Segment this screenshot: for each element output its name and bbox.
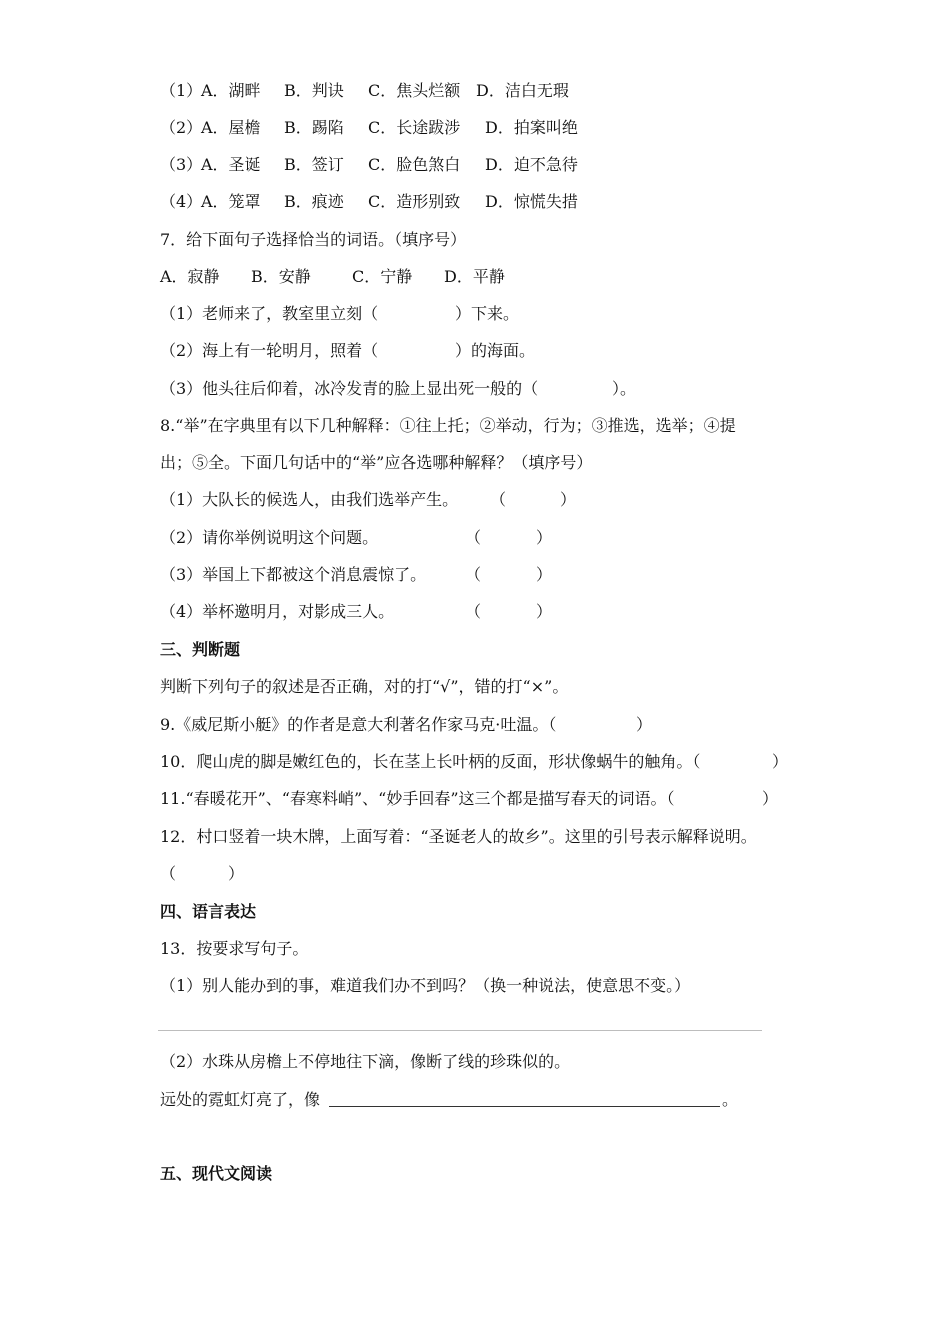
q6-row-4-a: A．笼罩 [201, 192, 261, 211]
q8-item-4: （4）举杯邀明月，对影成三人。 [160, 602, 395, 621]
q8-item-1-close: ） [560, 490, 577, 509]
q13-item-2-prefix: 远处的霓虹灯亮了，像 [160, 1090, 321, 1109]
q6-row-3-b: B．签订 [284, 155, 344, 174]
q7-item-3: （3）他头往后仰着，冰冷发青的脸上显出死一般的（ [160, 379, 539, 398]
q13-title: 13．按要求写句子。 [160, 939, 309, 958]
q8-item-3: （3）举国上下都被这个消息震惊了。 [160, 565, 427, 584]
section-4-heading: 四、语言表达 [160, 902, 257, 921]
q7-item-1-close: ）下来。 [455, 304, 520, 323]
q6-row-1-c: C．焦头烂额 [368, 81, 461, 100]
q8-item-1-open: （ [490, 490, 507, 509]
q10-text: 10．爬山虎的脚是嫩红色的，长在茎上长叶柄的反面，形状像蜗牛的触角。（ [160, 752, 701, 771]
q8-item-3-open: （ [465, 565, 482, 584]
q12-text: 12．村口竖着一块木牌，上面写着：“圣诞老人的故乡”。这里的引号表示解释说明。 [160, 827, 757, 846]
q13-item-2-blank[interactable] [329, 1106, 720, 1107]
q6-row-1-b: B．判诀 [284, 81, 344, 100]
q6-row-2-d: D．拍案叫绝 [485, 118, 578, 137]
q6-row-2-num: （2） [160, 118, 203, 137]
q12-close: ） [228, 864, 245, 883]
q8-item-3-close: ） [536, 565, 553, 584]
q6-row-3-a: A．圣诞 [201, 155, 261, 174]
q9-text: 9.《威尼斯小艇》的作者是意大利著名作家马克·吐温。（ [160, 715, 557, 734]
q7-option-d: D．平静 [444, 267, 505, 286]
q6-row-4-num: （4） [160, 192, 203, 211]
q7-item-1: （1）老师来了，教室里立刻（ [160, 304, 379, 323]
q8-title-line-2: 出；⑤全。下面几句话中的“举”应各选哪种解释？（填序号） [160, 453, 593, 472]
q7-option-b: B．安静 [251, 267, 311, 286]
q7-title: 7．给下面句子选择恰当的词语。（填序号） [160, 230, 467, 249]
q7-item-2-close: ）的海面。 [455, 341, 536, 360]
q7-item-3-close: ）。 [612, 379, 637, 398]
q8-item-2-close: ） [536, 528, 553, 547]
q8-item-2: （2）请你举例说明这个问题。 [160, 528, 379, 547]
section-5-heading: 五、现代文阅读 [160, 1164, 273, 1183]
q6-row-2-a: A．屋檐 [201, 118, 261, 137]
q6-row-3-d: D．迫不急待 [485, 155, 578, 174]
q6-row-1-num: （1） [160, 81, 203, 100]
q7-option-c: C．宁静 [352, 267, 413, 286]
q6-row-2-c: C．长途跋涉 [368, 118, 461, 137]
q8-item-4-open: （ [465, 602, 482, 621]
q6-row-4-c: C．造形别致 [368, 192, 461, 211]
q13-item-2-suffix: 。 [722, 1090, 739, 1109]
q6-row-1-d: D．洁白无瑕 [476, 81, 569, 100]
q6-row-4-d: D．惊慌失措 [485, 192, 578, 211]
q10-close: ） [772, 752, 789, 771]
q8-item-2-open: （ [465, 528, 482, 547]
q13-item-2: （2）水珠从房檐上不停地往下滴，像断了线的珍珠似的。 [160, 1052, 571, 1071]
q8-title-line-1: 8.“举”在字典里有以下几种解释：①往上托；②举动，行为；③推选，选举；④提 [160, 416, 736, 435]
q13-item-1-answer-line[interactable] [158, 1030, 762, 1031]
q12-open: （ [160, 864, 177, 883]
q9-close: ） [636, 715, 653, 734]
q6-row-3-num: （3） [160, 155, 203, 174]
q13-item-1: （1）别人能办到的事，难道我们办不到吗？（换一种说法，使意思不变。） [160, 976, 691, 995]
q6-row-1-a: A．湖畔 [201, 81, 261, 100]
q11-close: ） [762, 789, 779, 808]
q11-text: 11.“春暖花开”、“春寒料峭”、“妙手回春”这三个都是描写春天的词语。（ [160, 789, 675, 808]
q6-row-4-b: B．痕迹 [284, 192, 344, 211]
section-3-instruction: 判断下列句子的叙述是否正确，对的打“√”，错的打“×”。 [160, 677, 569, 696]
q8-item-4-close: ） [536, 602, 553, 621]
q7-item-2: （2）海上有一轮明月，照着（ [160, 341, 379, 360]
q6-row-2-b: B．踢陷 [284, 118, 344, 137]
q8-item-1: （1）大队长的候选人，由我们选举产生。 [160, 490, 459, 509]
section-3-heading: 三、判断题 [160, 640, 241, 659]
q7-option-a: A．寂静 [160, 267, 220, 286]
q6-row-3-c: C．脸色煞白 [368, 155, 461, 174]
